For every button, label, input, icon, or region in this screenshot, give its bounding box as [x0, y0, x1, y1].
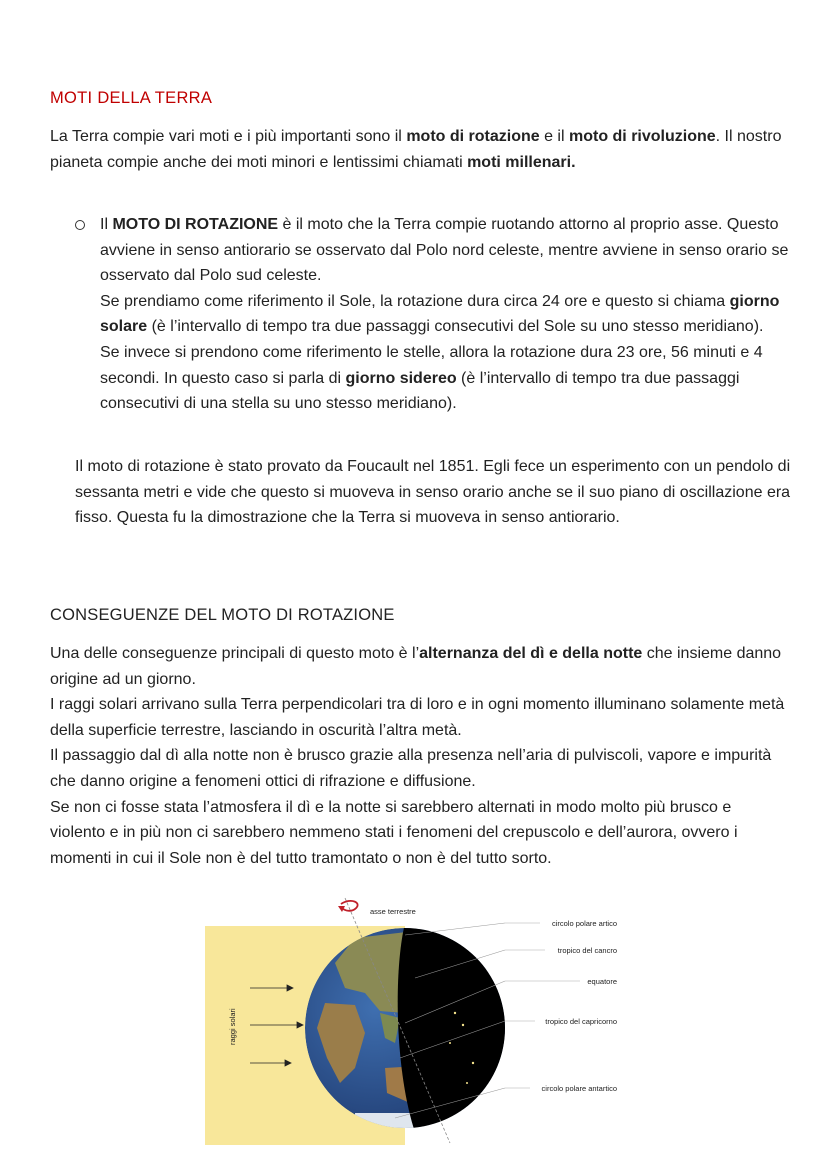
foucault-paragraph: Il moto di rotazione è stato provato da Foucault nel 1851. Egli fece un esperimento con un pendolo di sessanta metri e vide che questo si muoveva in senso orario anche se il suo piano di oscillazione era fisso. Questa fu la dimostrazione che la Terra si muoveva in senso antiorario. [75, 458, 791, 527]
night-side [398, 923, 525, 1138]
axis-label: asse terrestre [370, 907, 416, 916]
label-equatore: equatore [587, 977, 617, 986]
bullet-circle-icon [75, 220, 85, 230]
consequences-paragraph: Una delle conseguenze principali di questo moto è l’alternanza del dì e della notte che insieme danno origine ad un giorno. I raggi solari arrivano sulla Terra perpendicolari tra di loro e in ogni momento illuminano solamente metà della superficie terrestre, lasciando in oscurità l’altra metà. Il passaggio dal dì alla notte non è brusco grazie alla presenza nell’aria di pulviscoli, vapore e impurità che danno origine a fenomeni ottici di rifrazione e diffusione. Se non ci fosse stata l’atmosfera il dì e la notte si sarebbero alternati in modo molto più brusco e violento e in più non ci sarebbero nemmeno stati i fenomeni del crepuscolo e dell’aurora, ovvero i momenti in cui il Sole non è del tutto tramontato o non è del tutto sorto. [50, 645, 785, 867]
label-circolo-polare-artico: circolo polare artico [551, 919, 617, 928]
intro-paragraph: La Terra compie vari moti e i più importanti sono il moto di rotazione e il moto di rivoluzione. Il nostro pianeta compie anche dei moti minori e lentissimi chiamati moti millenari. [50, 128, 782, 171]
label-circolo-polare-antartico: circolo polare antartico [541, 1084, 617, 1093]
rotation-arrow-icon [341, 901, 358, 911]
section-title-moti: MOTI DELLA TERRA [50, 89, 213, 107]
rays-label: raggi solari [228, 1008, 237, 1045]
label-tropico-del-cancro: tropico del cancro [557, 946, 617, 955]
rotation-bullet-text: Il MOTO DI ROTAZIONE è il moto che la Terra compie ruotando attorno al proprio asse. Questo avviene in senso antiorario se osservato dal Polo nord celeste, mentre avviene in senso orario se osservato dal Polo sud celeste. Se prendiamo come riferimento il Sole, la rotazione dura circa 24 ore e questo si chiama giorno solare (è l’intervallo di tempo tra due passaggi consecutivi del Sole su uno stesso meridiano). Se invece si prendono come riferimento le stelle, allora la rotazione dura 23 ore, 56 minuti e 4 secondi. In questo caso si parla di giorno sidereo (è l’intervallo di tempo tra due passaggi consecutivi di una stella su uno stesso meridiano). [100, 216, 789, 413]
section-title-conseguenze: CONSEGUENZE DEL MOTO DI ROTAZIONE [50, 606, 395, 624]
label-tropico-del-capricorno: tropico del capricorno [545, 1017, 617, 1026]
earth-rotation-figure [205, 893, 625, 1145]
